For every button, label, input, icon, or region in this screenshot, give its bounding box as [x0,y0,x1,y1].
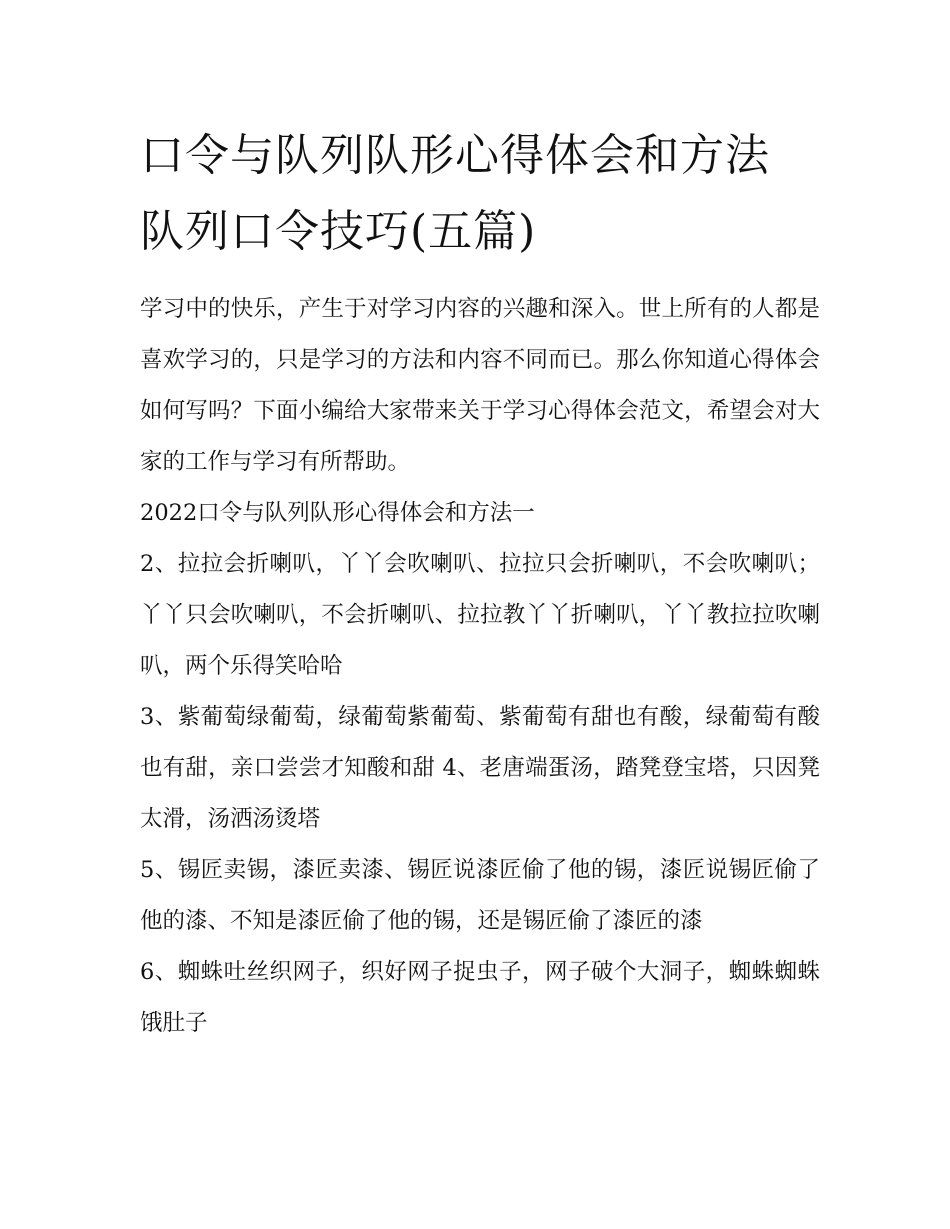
tongue-twister-5: 5、锡匠卖锡，漆匠卖漆、锡匠说漆匠偷了他的锡，漆匠说锡匠偷了他的漆、不知是漆匠偷了他的锡，还是锡匠偷了漆匠的漆 [140,857,820,934]
document-body [140,118,820,1049]
tongue-twister-2: 2、拉拉会折喇叭，丫丫会吹喇叭、拉拉只会折喇叭，不会吹喇叭；丫丫只会吹喇叭，不会折喇叭、拉拉教丫丫折喇叭，丫丫教拉拉吹喇叭，两个乐得笑哈哈 [140,551,820,679]
section-heading: 2022口令与队列队形心得体会和方法一 [140,500,535,526]
document-title: 口令与队列队形心得体会和方法 队列口令技巧(五篇) [140,130,770,257]
tongue-twister-6: 6、蜘蛛吐丝织网子，织好网子捉虫子，网子破个大洞子，蜘蛛蜘蛛饿肚子 [140,959,820,1036]
tongue-twister-3-4: 3、紫葡萄绿葡萄，绿葡萄紫葡萄、紫葡萄有甜也有酸，绿葡萄有酸也有甜，亲口尝尝才知酸和甜 4、老唐端蛋汤，踏凳登宝塔，只因凳太滑，汤洒汤烫塔 [140,704,820,832]
intro-paragraph: 学习中的快乐，产生于对学习内容的兴趣和深入。世上所有的人都是喜欢学习的，只是学习的方法和内容不同而已。那么你知道心得体会如何写吗？下面小编给大家带来关于学习心得体会范文，希望会对大家的工作与学习有所帮助。 [140,296,820,475]
